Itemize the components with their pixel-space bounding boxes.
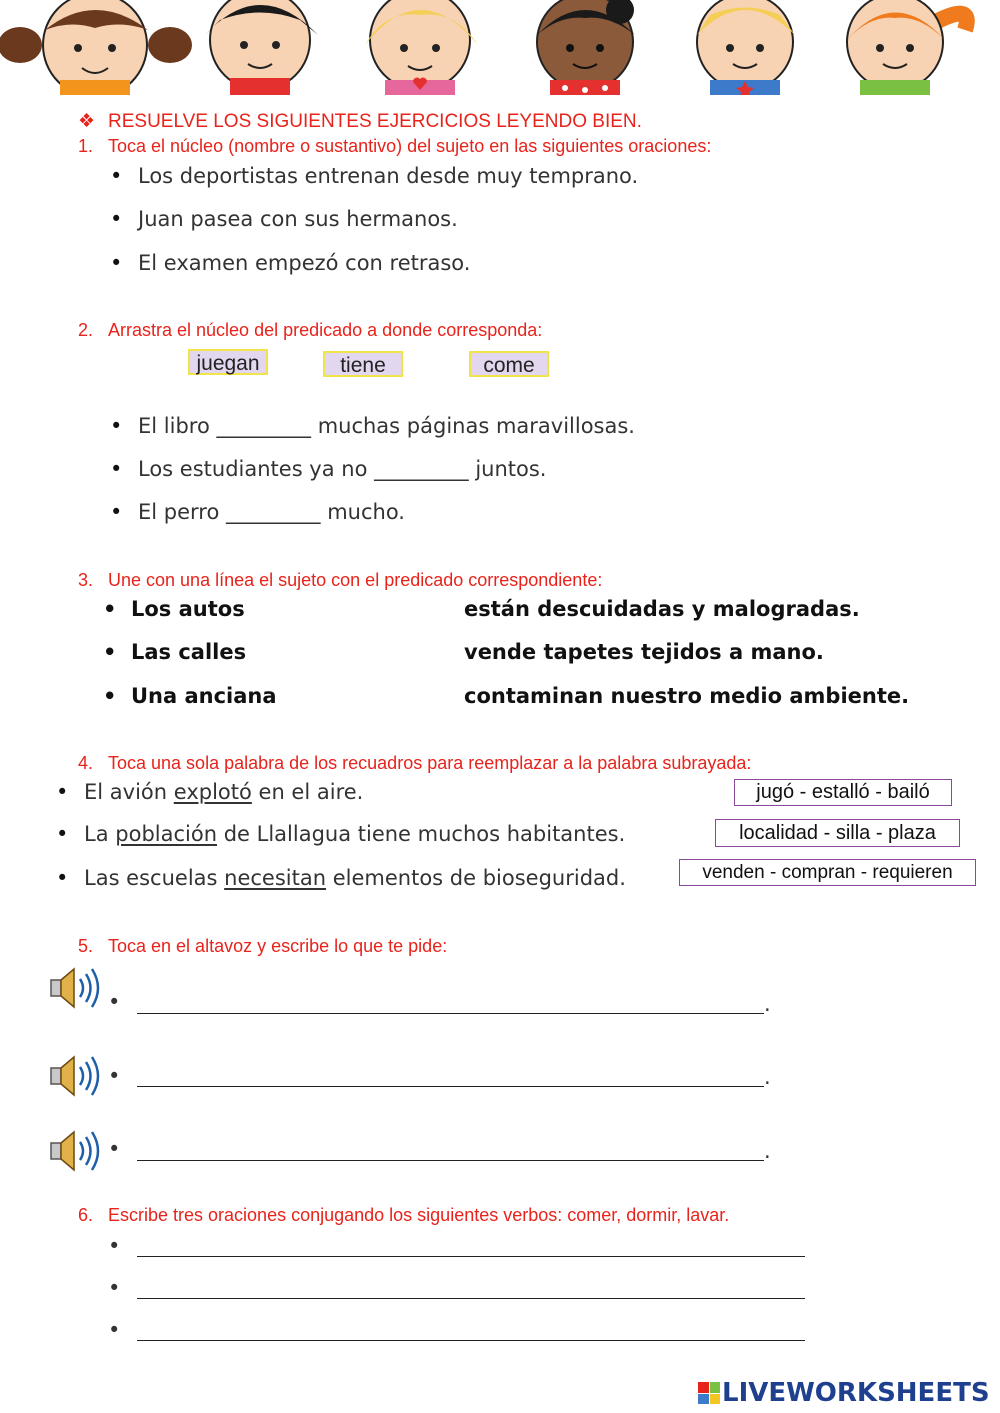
sentence-line-3[interactable] [137, 1340, 805, 1341]
match-subject-2[interactable]: • Las calles [131, 640, 246, 664]
question-text: Arrastra el núcleo del predicado a donde corresponda: [108, 320, 543, 340]
question-text: Toca el núcleo (nombre o sustantivo) del sujeto en las siguientes oraciones: [108, 136, 712, 156]
answer-line-3[interactable] [137, 1160, 764, 1161]
replace-sentence-2 [84, 822, 625, 846]
speaker-icon[interactable] [48, 1053, 104, 1099]
question-2-title [78, 320, 542, 341]
question-text: Une con una línea el sujeto con el predicado correspondiente: [108, 570, 603, 590]
question-1-title [78, 136, 711, 157]
sentence-start: El avión [84, 780, 168, 804]
diamond-bullet-icon: ❖ [78, 111, 96, 132]
sentence-start: La [84, 822, 109, 846]
match-predicate-3[interactable]: contaminan nuestro medio ambiente. [464, 684, 910, 708]
worksheet-header [78, 110, 642, 133]
answer-line-2[interactable] [137, 1086, 764, 1087]
underlined-word: población [115, 822, 218, 846]
question-number: 2. [78, 320, 94, 340]
sentence-end: en el aire. [258, 780, 364, 804]
sentence-start: Las escuelas [84, 866, 218, 890]
drag-chip-tiene[interactable]: tiene [323, 351, 403, 377]
header-illustration [0, 0, 1000, 95]
options-box-2[interactable]: localidad - silla - plaza [715, 819, 960, 847]
replace-sentence-1 [84, 780, 363, 804]
logo-text: LIVEWORKSHEETS [722, 1378, 990, 1408]
match-predicate-2[interactable]: vende tapetes tejidos a mano. [464, 640, 824, 664]
logo-tile [698, 1382, 709, 1393]
fill-sentence-2 [138, 457, 546, 481]
question-4-title [78, 753, 751, 774]
match-subject-1[interactable]: • Los autos [131, 597, 245, 621]
sentence-start: El perro [138, 500, 220, 524]
question-number: 5. [78, 936, 94, 956]
fill-sentence-1 [138, 414, 635, 438]
question-text: Escribe tres oraciones conjugando los siguientes verbos: comer, dormir, lavar. [108, 1205, 730, 1225]
sentence-line-2[interactable] [137, 1298, 805, 1299]
answer-line-1[interactable] [137, 1013, 764, 1014]
question-number: 1. [78, 136, 94, 156]
question-5-title [78, 936, 447, 957]
question-text: Toca en el altavoz y escribe lo que te pide: [108, 936, 448, 956]
sentence-1[interactable]: • Los deportistas entrenan desde muy temprano. [138, 164, 638, 188]
sentence-end: mucho. [327, 500, 405, 524]
underlined-word: explotó [173, 780, 252, 804]
drag-chip-come[interactable]: come [469, 351, 549, 377]
sentence-end: de Llallagua tiene muchos habitantes. [223, 822, 626, 846]
period: . [764, 1139, 771, 1163]
sentence-line-1[interactable] [137, 1256, 805, 1257]
question-6-title [78, 1205, 729, 1226]
child-illustration-3 [365, 0, 478, 95]
drag-chip-juegan[interactable]: juegan [188, 349, 268, 375]
options-box-3[interactable]: venden - compran - requieren [679, 859, 976, 886]
speaker-icon[interactable] [48, 965, 104, 1011]
replace-sentence-3 [84, 866, 626, 890]
header-title: RESUELVE LOS SIGUIENTES EJERCICIOS LEYENDO BIEN. [108, 111, 642, 132]
drop-blank[interactable]: _________ [226, 500, 321, 524]
question-text: Toca una sola palabra de los recuadros para reemplazar a la palabra subrayada: [108, 753, 752, 773]
sentence-end: elementos de bioseguridad. [332, 866, 626, 890]
logo-tile [698, 1394, 709, 1405]
question-number: 4. [78, 753, 94, 773]
bullet-dot: • [108, 1137, 121, 1161]
bullet-dot: • [108, 1234, 121, 1258]
question-number: 6. [78, 1205, 94, 1225]
match-predicate-1[interactable]: están descuidadas y malogradas. [464, 597, 860, 621]
child-illustration-5 [697, 0, 795, 95]
sentence-2[interactable]: • Juan pasea con sus hermanos. [138, 207, 458, 231]
match-subject-3[interactable]: • Una anciana [131, 684, 277, 708]
sentence-start: El libro [138, 414, 210, 438]
fill-sentence-3 [138, 500, 405, 524]
logo-tile [710, 1394, 721, 1405]
child-illustration-6 [847, 0, 967, 95]
child-illustration-1 [0, 0, 192, 95]
question-number: 3. [78, 570, 94, 590]
speaker-icon[interactable] [48, 1128, 104, 1174]
underlined-word: necesitan [224, 866, 327, 890]
sentence-start: Los estudiantes ya no [138, 457, 368, 481]
sentence-end: juntos. [475, 457, 547, 481]
liveworksheets-logo [698, 1378, 990, 1408]
options-box-1[interactable]: jugó - estalló - bailó [734, 779, 952, 806]
logo-tile [710, 1382, 721, 1393]
drop-blank[interactable]: _________ [216, 414, 311, 438]
bullet-dot: • [108, 1318, 121, 1342]
period: . [764, 1065, 771, 1089]
bullet-dot: • [108, 1276, 121, 1300]
bullet-dot: • [108, 1064, 121, 1088]
child-illustration-4 [537, 0, 635, 95]
logo-mark-icon [698, 1382, 720, 1404]
question-3-title [78, 570, 602, 591]
sentence-end: muchas páginas maravillosas. [317, 414, 635, 438]
child-illustration-2 [205, 0, 318, 95]
drop-blank[interactable]: _________ [374, 457, 469, 481]
period: . [764, 992, 771, 1016]
bullet-dot: • [108, 990, 121, 1014]
sentence-3[interactable]: • El examen empezó con retraso. [138, 251, 470, 275]
